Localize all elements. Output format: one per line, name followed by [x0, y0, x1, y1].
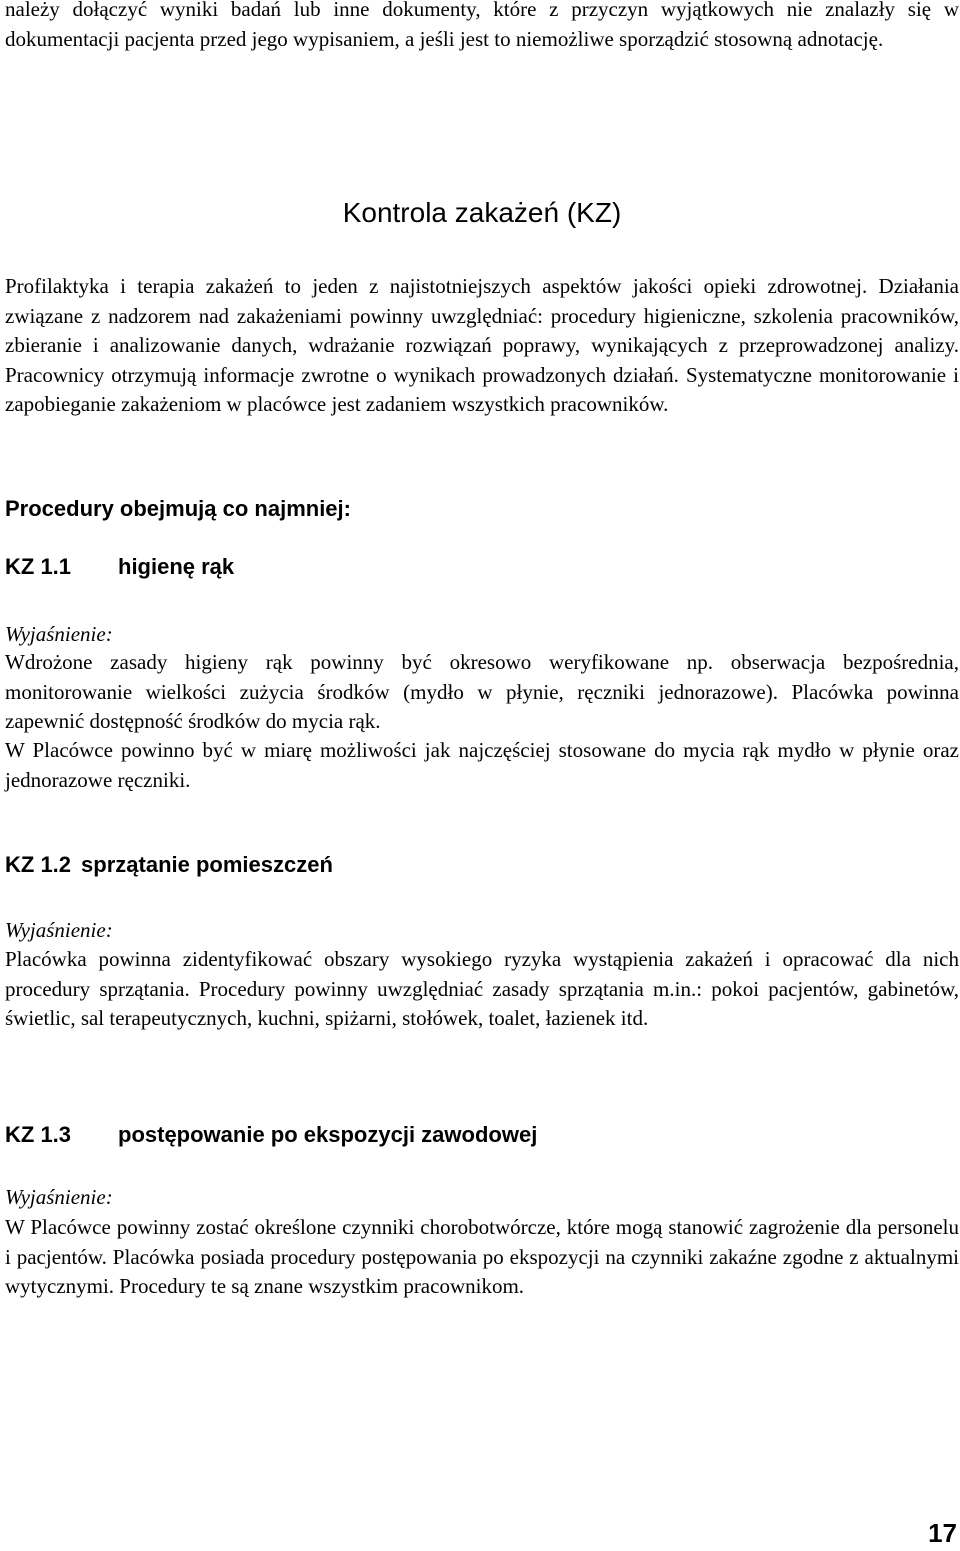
page-number: 17: [928, 1518, 957, 1548]
section-paragraph: Profilaktyka i terapia zakażeń to jeden z najistotniejszych aspektów jakości opieki zdrowotnej. Działania związane z nadzorem nad zakażeniami powinny uwzględniać: procedury higieniczne, szkolenia pracowników, zbieranie i analizowanie danych, wdrażanie rozwiązań poprawy, wynikających z przeprowadzonej analizy. Pracownicy otrzymują informacje zwrotne o wynikach prowadzonych działań. Systematyczne monitorowanie i zapobieganie zakażeniom w placówce jest zadaniem wszystkich pracowników.: [5, 274, 959, 416]
item-title: sprzątanie pomieszczeń: [81, 852, 333, 877]
item-explanation: W Placówce powinny zostać określone czynniki chorobotwórcze, które mogą stanowić zagrożenie dla personelu i pacjentów. Placówka posiada procedury postępowania po ekspozycji na czynniki zakaźne zgodne z aktualnymi wytycznymi. Procedury te są znane wszystkim pracownikom.: [5, 1215, 959, 1298]
explanation-label: Wyjaśnienie:: [5, 1185, 113, 1209]
intro-paragraph: należy dołączyć wyniki badań lub inne dokumenty, które z przyczyn wyjątkowych nie znalazły się w dokumentacji pacjenta przed jego wypisaniem, a jeśli jest to niemożliwe sporządzić stosowną adnotację.: [5, 0, 959, 51]
item-code: KZ 1.1: [5, 554, 72, 579]
explanation-label: Wyjaśnienie:: [5, 622, 113, 646]
item-heading-kz-1-1: [5, 553, 234, 581]
item-explanation-extra: W Placówce powinno być w miarę możliwości jak najczęściej stosowane do mycia rąk mydło w płynie oraz jednorazowe ręczniki.: [5, 738, 959, 792]
item-code: KZ 1.3: [5, 1122, 72, 1147]
item-explanation: Placówka powinna zidentyfikować obszary wysokiego ryzyka wystąpienia zakażeń i opracować dla nich procedury sprzątania. Procedury powinny uwzględniać zasady sprzątania m.in.: pokoi pacjentów, gabinetów, świetlic, sal terapeutycznych, kuchni, spiżarni, stołówek, toalet, łazienek itd.: [5, 947, 959, 1030]
item-code: KZ 1.2: [5, 852, 72, 877]
item-title: higienę rąk: [118, 554, 235, 579]
procedures-heading: Procedury obejmują co najmniej:: [5, 496, 351, 521]
item-explanation: Wdrożone zasady higieny rąk powinny być okresowo weryfikowane np. obserwacja bezpośrednia, monitorowanie wielkości zużycia środków (mydło w płynie, ręczniki jednorazowe). Placówka powinna zapewnić dostępność środków do mycia rąk.: [5, 650, 959, 733]
section-title: Kontrola zakażeń (KZ): [342, 197, 622, 228]
item-heading-kz-1-3: [5, 1121, 537, 1149]
item-heading-kz-1-2: [5, 851, 333, 879]
explanation-label: Wyjaśnienie:: [5, 918, 113, 942]
item-title: postępowanie po ekspozycji zawodowej: [118, 1122, 538, 1147]
